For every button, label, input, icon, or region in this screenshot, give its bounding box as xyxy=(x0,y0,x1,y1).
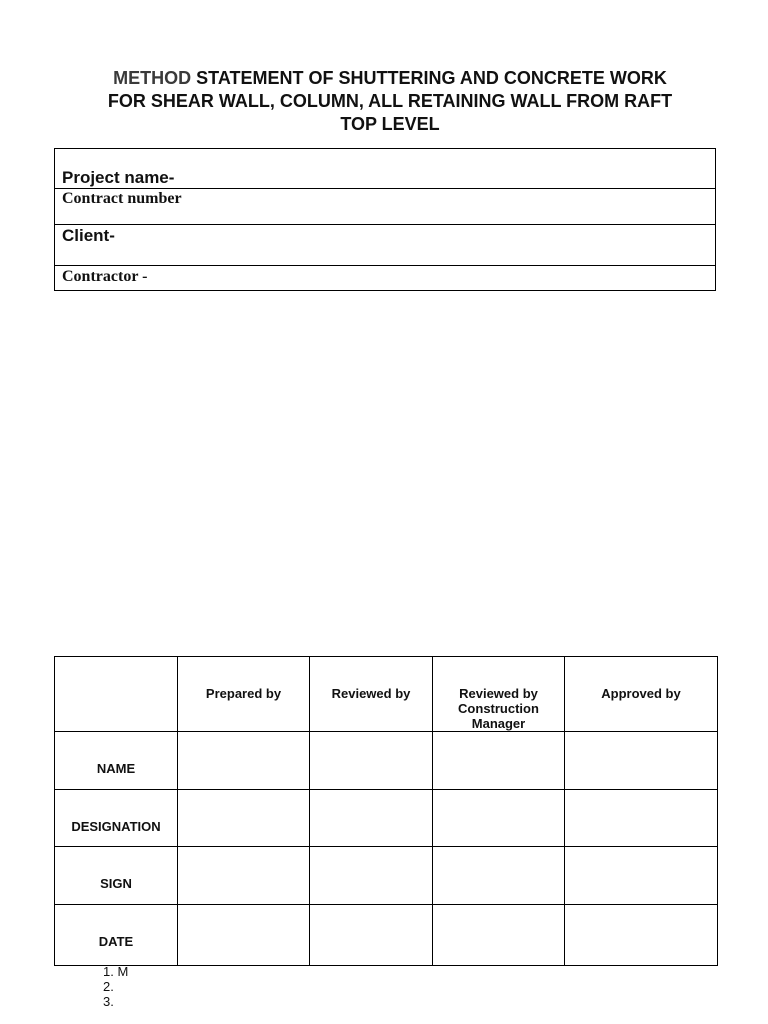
list-item-number: 3. xyxy=(103,994,114,1009)
row-label-name: NAME xyxy=(55,732,178,790)
row-label-designation: DESIGNATION xyxy=(55,790,178,847)
document-title xyxy=(60,67,720,136)
name-construction-manager-cell[interactable] xyxy=(433,732,565,790)
list-item xyxy=(103,964,128,979)
header-reviewed-by: Reviewed by xyxy=(310,657,433,732)
list-item xyxy=(103,994,128,1009)
title-line-2: FOR SHEAR WALL, COLUMN, ALL RETAINING WALL FROM RAFT xyxy=(107,91,673,111)
client-label: Client- xyxy=(62,226,115,245)
designation-prepared-cell[interactable] xyxy=(178,790,310,847)
title-method-word: METHOD xyxy=(113,68,192,88)
date-approved-cell[interactable] xyxy=(565,905,718,966)
designation-construction-manager-cell[interactable] xyxy=(433,790,565,847)
contract-number-row xyxy=(55,188,715,225)
client-row xyxy=(55,224,715,266)
list-item xyxy=(103,979,128,994)
contractor-label: Contractor - xyxy=(62,268,148,285)
row-label-date: DATE xyxy=(55,905,178,966)
contract-number-label: Contract number xyxy=(62,190,182,207)
signoff-header-row xyxy=(55,657,718,732)
title-line-1 xyxy=(60,67,720,90)
project-name-label: Project name- xyxy=(62,168,175,187)
name-reviewed-cell[interactable] xyxy=(310,732,433,790)
row-label-sign: SIGN xyxy=(55,847,178,905)
sign-construction-manager-cell[interactable] xyxy=(433,847,565,905)
designation-approved-cell[interactable] xyxy=(565,790,718,847)
title-line-1-rest: STATEMENT OF SHUTTERING AND CONCRETE WORK xyxy=(191,68,667,88)
table-row xyxy=(55,905,718,966)
sign-prepared-cell[interactable] xyxy=(178,847,310,905)
name-prepared-cell[interactable] xyxy=(178,732,310,790)
project-name-row xyxy=(55,149,715,188)
title-line-3: TOP LEVEL xyxy=(340,114,440,134)
table-row xyxy=(55,732,718,790)
signoff-corner-cell xyxy=(55,657,178,732)
project-info-table xyxy=(54,148,716,291)
date-construction-manager-cell[interactable] xyxy=(433,905,565,966)
numbered-list xyxy=(103,964,128,1009)
table-row xyxy=(55,847,718,905)
header-reviewed-by-construction-manager: Reviewed by Construction Manager xyxy=(433,657,565,732)
date-prepared-cell[interactable] xyxy=(178,905,310,966)
sign-approved-cell[interactable] xyxy=(565,847,718,905)
signoff-table xyxy=(54,656,718,966)
contractor-row xyxy=(55,265,715,292)
list-item-text: M xyxy=(117,964,129,979)
table-row xyxy=(55,790,718,847)
date-reviewed-cell[interactable] xyxy=(310,905,433,966)
header-approved-by: Approved by xyxy=(565,657,718,732)
designation-reviewed-cell[interactable] xyxy=(310,790,433,847)
header-prepared-by: Prepared by xyxy=(178,657,310,732)
name-approved-cell[interactable] xyxy=(565,732,718,790)
list-item-number: 2. xyxy=(103,979,114,994)
sign-reviewed-cell[interactable] xyxy=(310,847,433,905)
list-item-number: 1. xyxy=(103,964,114,979)
